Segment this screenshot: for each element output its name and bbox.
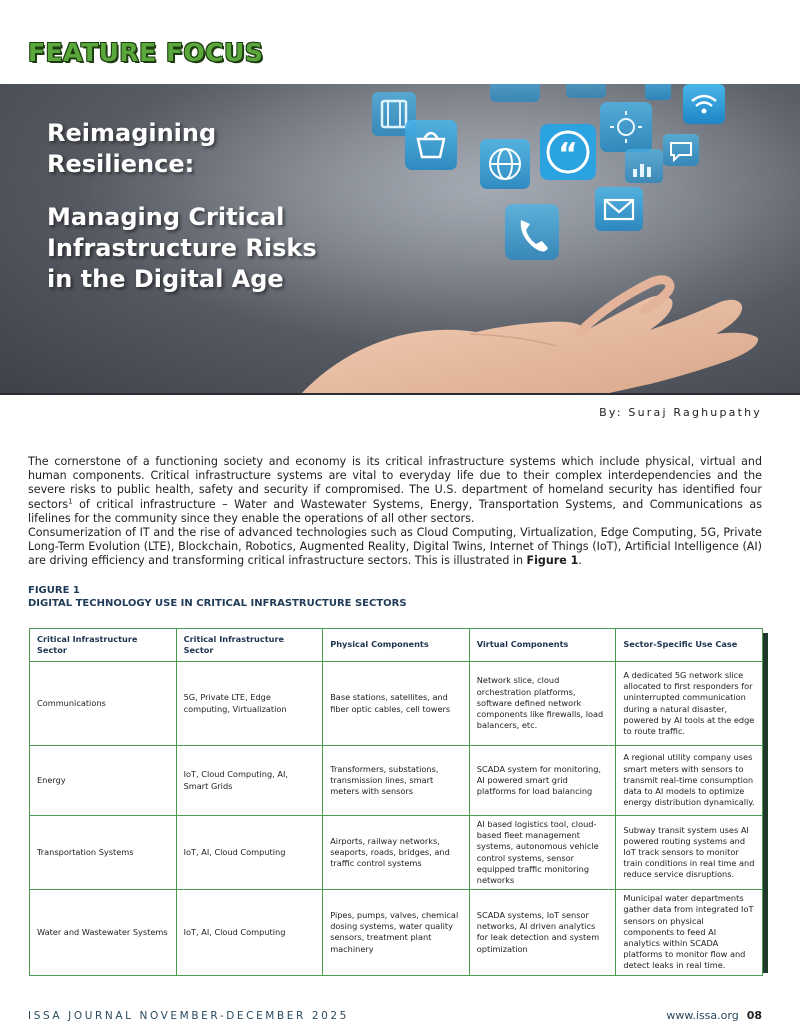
table-cell: Airports, railway networks, seaports, roads, bridges, and traffic control systems xyxy=(323,816,470,890)
hero-banner xyxy=(0,84,800,395)
table-row xyxy=(30,746,763,816)
column-header: Critical Infrastructure Sector xyxy=(30,629,177,662)
page-footer xyxy=(666,1009,762,1022)
table-row xyxy=(30,662,763,746)
quote-icon xyxy=(540,124,596,180)
table-cell: Communications xyxy=(30,662,177,746)
article-body xyxy=(28,455,762,569)
table-cell: Transportation Systems xyxy=(30,816,177,890)
table-cell: Water and Wastewater Systems xyxy=(30,890,177,975)
wifi-icon xyxy=(683,84,725,124)
column-header: Sector-Specific Use Case xyxy=(616,629,763,662)
table-cell: IoT, AI, Cloud Computing xyxy=(176,890,323,975)
table-cell: AI based logistics tool, cloud-based fleet management systems, autonomous vehicle control systems, sensor equipped traffic monitoring networks xyxy=(469,816,616,890)
chart-icon xyxy=(625,149,663,183)
table-cell: Subway transit system uses AI powered routing systems and IoT track sensors to monitor train conditions in real time and reduce service disruptions. xyxy=(616,816,763,890)
paragraph: The cornerstone of a functioning society and economy is its critical infrastructure systems which include physical, virtual and human components. Critical infrastructure systems are vital to everyday life due to their complex interdependencies and the severe risks to public health, safety and security if compromised. The U.S. department of homeland security has identified four sectors$^1$ of critical infrastructure – Water and Wastewater Systems, Energy, Transportation Systems, and Communications as lifelines for the community since they enable the operations of all other sectors. xyxy=(28,455,762,525)
page-number: 08 xyxy=(746,1009,762,1022)
figure-table xyxy=(29,628,763,971)
table-header-row xyxy=(30,629,763,662)
title-line: Managing Critical xyxy=(47,203,285,231)
sun-icon xyxy=(600,102,652,152)
paragraph: Consumerization of IT and the rise of advanced technologies such as Cloud Computing, Virtualization, Edge Computing, 5G, Private Long-Term Evolution (LTE), Blockchain, Robotics, Augmented Reality, Digital Twins, Internet of Things (IoT), Artificial Intelligence (AI) are driving efficiency and transforming critical infrastructure sectors. This is illustrated in Figure 1. xyxy=(28,526,762,568)
table-row xyxy=(30,816,763,890)
column-header: Critical Infrastructure Sector xyxy=(176,629,323,662)
table-cell: SCADA systems, IoT sensor networks, AI driven analytics for leak detection and system optimization xyxy=(469,890,616,975)
table-cell: SCADA system for monitoring, AI powered smart grid platforms for load balancing xyxy=(469,746,616,816)
figure-reference: Figure 1 xyxy=(526,554,579,568)
footnote-ref: 1 xyxy=(68,496,73,505)
table-cell: A regional utility company uses smart meters with sensors to transmit real-time consumption data to AI models to optimize energy distribution dynamically. xyxy=(616,746,763,816)
section-label: FEATURE FOCUS xyxy=(28,38,264,67)
table-cell: Pipes, pumps, valves, chemical dosing systems, water quality sensors, treatment plant machinery xyxy=(323,890,470,975)
table-cell: Energy xyxy=(30,746,177,816)
title-line: Infrastructure Risks xyxy=(47,234,317,262)
table-cell: IoT, AI, Cloud Computing xyxy=(176,816,323,890)
mail-icon xyxy=(595,187,643,231)
table-cell: Municipal water departments gather data from integrated IoT sensors on physical components to feed AI analytics within SCADA platforms to monitor flow and detect leaks in real time. xyxy=(616,890,763,975)
table-cell: Transformers, substations, transmission lines, smart meters with sensors xyxy=(323,746,470,816)
byline: By: Suraj Raghupathy xyxy=(599,406,762,419)
title-line: Resilience: xyxy=(47,150,195,178)
basket-icon xyxy=(405,120,457,170)
chat-icon xyxy=(663,134,699,166)
site-link[interactable]: www.issa.org xyxy=(666,1009,739,1022)
title-line: in the Digital Age xyxy=(47,265,284,293)
journal-footer: ISSA JOURNAL NOVEMBER-DECEMBER 2025 xyxy=(28,1010,349,1022)
table-cell: 5G, Private LTE, Edge computing, Virtualization xyxy=(176,662,323,746)
figure-label: FIGURE 1 xyxy=(28,585,80,596)
table-cell: A dedicated 5G network slice allocated to first responders for uninterrupted communication during a natural disaster, powered by AI tools at the edge to route traffic. xyxy=(616,662,763,746)
globe-icon xyxy=(480,139,530,189)
table-cell: Network slice, cloud orchestration platforms, software defined network components like firewalls, load balancers, etc. xyxy=(469,662,616,746)
table-cell: Base stations, satellites, and fiber optic cables, cell towers xyxy=(323,662,470,746)
title-line: Reimagining xyxy=(47,119,217,147)
column-header: Virtual Components xyxy=(469,629,616,662)
table-cell: IoT, Cloud Computing, AI, Smart Grids xyxy=(176,746,323,816)
svg-text:“: “ xyxy=(558,137,578,172)
column-header: Physical Components xyxy=(323,629,470,662)
article-title xyxy=(47,118,377,295)
figure-title: DIGITAL TECHNOLOGY USE IN CRITICAL INFRASTRUCTURE SECTORS xyxy=(28,598,407,609)
phone-icon xyxy=(505,204,559,260)
figure-caption xyxy=(28,584,407,610)
table-row xyxy=(30,890,763,975)
